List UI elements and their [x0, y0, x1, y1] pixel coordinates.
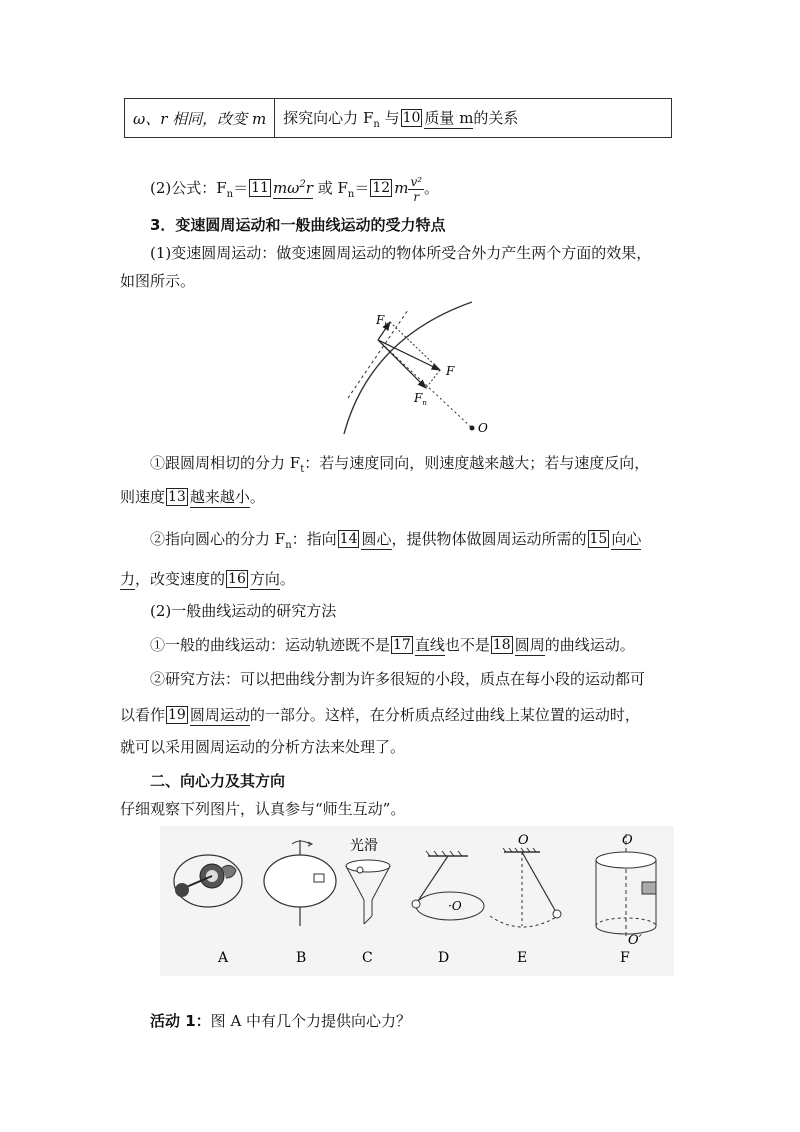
- part2-line3: [120, 704, 640, 726]
- item2-line2: [120, 568, 295, 590]
- blank-number: 17: [393, 637, 411, 653]
- force-fn-arrow: [378, 340, 426, 388]
- blank-number: 11: [251, 180, 269, 196]
- letter-e: E: [517, 950, 528, 966]
- blank-answer: 向心: [611, 530, 642, 548]
- formula-sub: n: [226, 189, 234, 200]
- activity-line: [150, 1010, 411, 1032]
- text: 的一部分。这样，在分析质点经过曲线上某位置的运动时，: [249, 706, 640, 724]
- text: 的曲线运动。: [544, 636, 635, 654]
- center-o-label: ·O: [448, 899, 462, 913]
- text: ：指向: [291, 530, 337, 548]
- paragraph-line: 如图所示。: [120, 272, 196, 290]
- fraction-denominator: r: [413, 189, 420, 204]
- o-label: O: [478, 421, 488, 435]
- blank-number: 13: [168, 489, 186, 505]
- text: 以看作: [120, 706, 166, 724]
- section-heading: 3．变速圆周运动和一般曲线运动的受力特点: [150, 216, 446, 234]
- blank-number: 15: [589, 531, 608, 547]
- blank-answer: 质量 m: [424, 108, 474, 127]
- formula-eq: ＝: [354, 179, 370, 197]
- text: ：若与速度同向，则速度越来越大；若与速度反向，: [304, 454, 650, 472]
- blank-answer: 圆心: [361, 530, 392, 548]
- sub: n: [285, 540, 292, 551]
- part2-line4: 就可以采用圆周运动的分析方法来处理了。: [120, 738, 406, 756]
- purpose-prefix: 探究向心力 F: [283, 108, 374, 127]
- purpose-suffix: 的关系: [473, 108, 519, 127]
- blank-number: 14: [339, 531, 358, 547]
- blank-answer: 越来越小: [189, 488, 250, 506]
- radius-line: [378, 340, 472, 428]
- circular-motion-examples-figure: [160, 826, 674, 976]
- blank-answer: 直线: [414, 636, 445, 654]
- answer-m: m: [394, 179, 409, 197]
- item1-line2: [120, 486, 265, 508]
- fraction-numerator: v²: [410, 174, 423, 189]
- paragraph-line: (1)变速圆周运动：做变速圆周运动的物体所受合外力产生两个方面的效果，: [150, 244, 652, 262]
- formula-prefix: (2)公式：F: [150, 179, 227, 197]
- blank-number: 12: [372, 180, 391, 196]
- formula-eq: ＝: [233, 179, 249, 197]
- text: ①跟圆周相切的分力 F: [150, 454, 301, 472]
- projection-line: [390, 322, 440, 370]
- experiment-table: [124, 98, 672, 138]
- sub: t: [300, 464, 305, 475]
- answer-part: r: [305, 179, 313, 197]
- blank-answer: [273, 179, 313, 199]
- formula-or: 或 F: [312, 179, 348, 197]
- part2-line1: [150, 634, 635, 656]
- fraction: [408, 175, 424, 204]
- letter-d: D: [438, 950, 450, 966]
- table-cell-purpose: [275, 99, 672, 138]
- item2-line1: [150, 528, 641, 557]
- text: 也不是: [444, 636, 490, 654]
- blank-answer: 圆周: [514, 636, 545, 654]
- table-cell-condition: ω、r 相同，改变 m: [125, 99, 275, 138]
- axis-o-prime-label: O′: [628, 933, 642, 948]
- text: ①一般的曲线运动：运动轨迹既不是: [150, 636, 391, 654]
- blank-number: 18: [492, 637, 511, 653]
- force-decomposition-diagram: [330, 298, 510, 440]
- axis-o-label: O: [622, 833, 633, 848]
- text: ，提供物体做圆周运动所需的: [391, 530, 587, 548]
- formula-line: [150, 170, 439, 210]
- answer-sup: 2: [299, 179, 306, 190]
- letter-c: C: [362, 950, 373, 966]
- subheading: (2)一般曲线运动的研究方法: [150, 602, 337, 620]
- letter-a: A: [218, 950, 229, 966]
- letter-b: B: [296, 950, 307, 966]
- blank-number: 16: [228, 571, 246, 587]
- f-label: F: [446, 364, 455, 378]
- intro-line: 仔细观察下列图片，认真参与“师生互动”。: [120, 800, 406, 818]
- table-row: [125, 99, 672, 138]
- answer-part: mω: [272, 179, 300, 197]
- blank-answer: 力: [120, 570, 136, 588]
- letter-f: F: [620, 950, 630, 966]
- formula-sub: n: [347, 189, 355, 200]
- smooth-label: 光滑: [350, 838, 378, 854]
- pivot-o-label: O: [518, 833, 529, 848]
- text: 。: [279, 570, 295, 588]
- ft-label: $F_t$: [376, 313, 388, 329]
- center-point: [470, 426, 475, 431]
- blank-answer: 圆周运动: [189, 706, 250, 724]
- formula-end: 。: [424, 179, 440, 197]
- text: ②指向圆心的分力 F: [150, 530, 286, 548]
- activity-text: 图 A 中有几个力提供向心力？: [210, 1012, 412, 1030]
- fn-label: $F_n$: [414, 391, 427, 407]
- text: ，改变速度的: [135, 570, 226, 588]
- purpose-mid: 与: [379, 108, 400, 127]
- part2-line2: ②研究方法：可以把曲线分割为许多很短的小段，质点在每小段的运动都可: [150, 670, 646, 688]
- projection-line: [426, 370, 440, 388]
- blank-number: 10: [402, 109, 421, 126]
- section-heading: 二、向心力及其方向: [150, 772, 286, 790]
- purpose-sub: n: [373, 118, 380, 130]
- blank-answer: 方向: [249, 570, 280, 588]
- text: 。: [249, 488, 265, 506]
- blank-number: 19: [168, 707, 186, 723]
- activity-label: 活动 1：: [150, 1012, 211, 1030]
- item1-line1: [150, 452, 649, 481]
- text: 则速度: [120, 488, 166, 506]
